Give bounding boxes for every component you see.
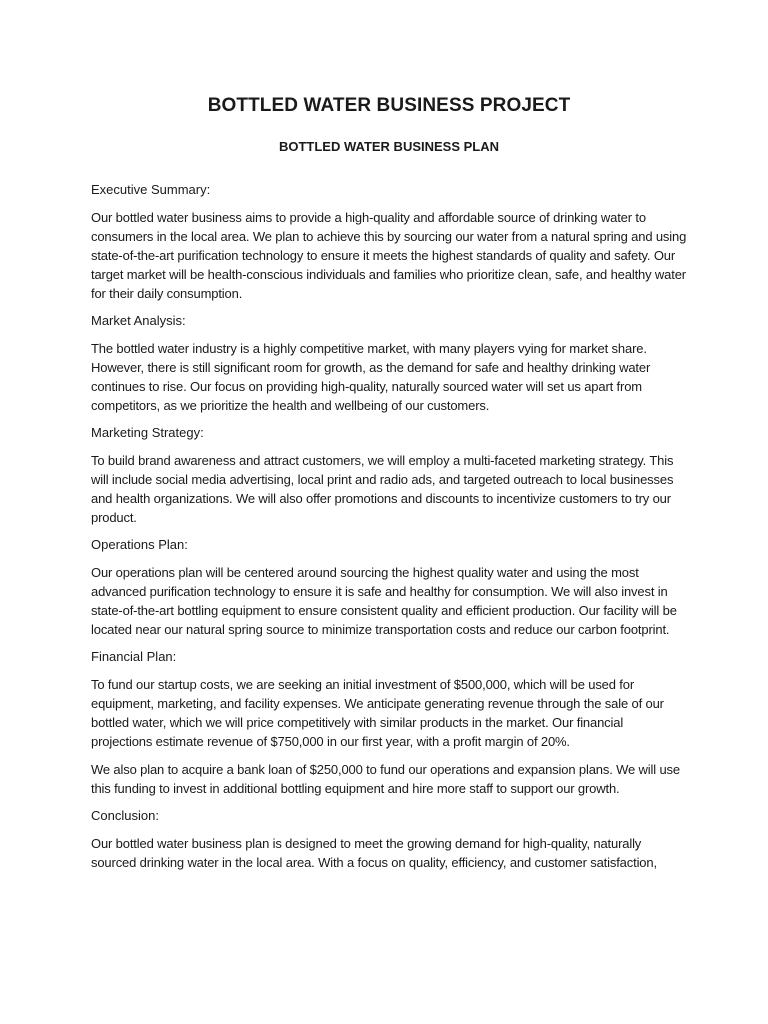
section-heading: Conclusion:: [91, 808, 159, 823]
section-heading: Marketing Strategy:: [91, 425, 204, 440]
section-heading: Executive Summary:: [91, 182, 211, 197]
document-subtitle: BOTTLED WATER BUSINESS PLAN: [278, 139, 500, 154]
section-operations-plan: [91, 536, 687, 639]
document-body: [91, 92, 687, 872]
section-heading: Market Analysis:: [91, 313, 186, 328]
section-paragraph: To build brand awareness and attract customers, we will employ a multi-faceted marketing strategy. This will include social media advertising, local print and radio ads, and targeted outreach to local businesses and health organizations. We will also offer promotions and discounts to incentivize customers to try our product.: [91, 453, 674, 525]
section-paragraph: Our bottled water business aims to provide a high-quality and affordable source of drinking water to consumers in the local area. We plan to achieve this by sourcing our water from a natural spring and using state-of-the-art purification technology to ensure it meets the highest standards of quality and safety. Our target market will be health-conscious individuals and families who prioritize clean, safe, and healthy water for their daily consumption.: [91, 210, 687, 301]
section-paragraph: Our operations plan will be centered around sourcing the highest quality water and using the most advanced purification technology to ensure it is safe and healthy for consumption. We will also invest in state-of-the-art bottling equipment to ensure consistent quality and efficient production. Our facility will be located near our natural spring source to minimize transportation costs and reduce our carbon footprint.: [91, 565, 677, 637]
section-heading: Operations Plan:: [91, 537, 188, 552]
document-title: BOTTLED WATER BUSINESS PROJECT: [207, 95, 571, 116]
section-paragraph: The bottled water industry is a highly competitive market, with many players vying for market share. However, there is still significant room for growth, as the demand for safe and healthy drinking water continues to rise. Our focus on providing high-quality, naturally sourced water will set us apart from competitors, as we prioritize the health and wellbeing of our customers.: [91, 341, 651, 413]
section-paragraph: To fund our startup costs, we are seeking an initial investment of $500,000, which will be used for equipment, marketing, and facility expenses. We anticipate generating revenue through the sale of our bottled water, which we will price competitively with similar products in the market. Our financial projections estimate revenue of $750,000 in our first year, with a profit margin of 20%.: [91, 677, 664, 749]
section-executive-summary: [91, 181, 687, 303]
section-market-analysis: [91, 312, 687, 415]
section-heading: Financial Plan:: [91, 649, 177, 664]
section-marketing-strategy: [91, 424, 687, 527]
section-financial-plan: [91, 648, 687, 798]
section-conclusion: [91, 807, 687, 872]
section-paragraph: We also plan to acquire a bank loan of $250,000 to fund our operations and expansion plans. We will use this funding to invest in additional bottling equipment and hire more staff to support our growth.: [91, 762, 680, 796]
section-paragraph: Our bottled water business plan is designed to meet the growing demand for high-quality, naturally sourced drinking water in the local area. With a focus on quality, efficiency, and customer satisfaction,: [91, 836, 657, 870]
